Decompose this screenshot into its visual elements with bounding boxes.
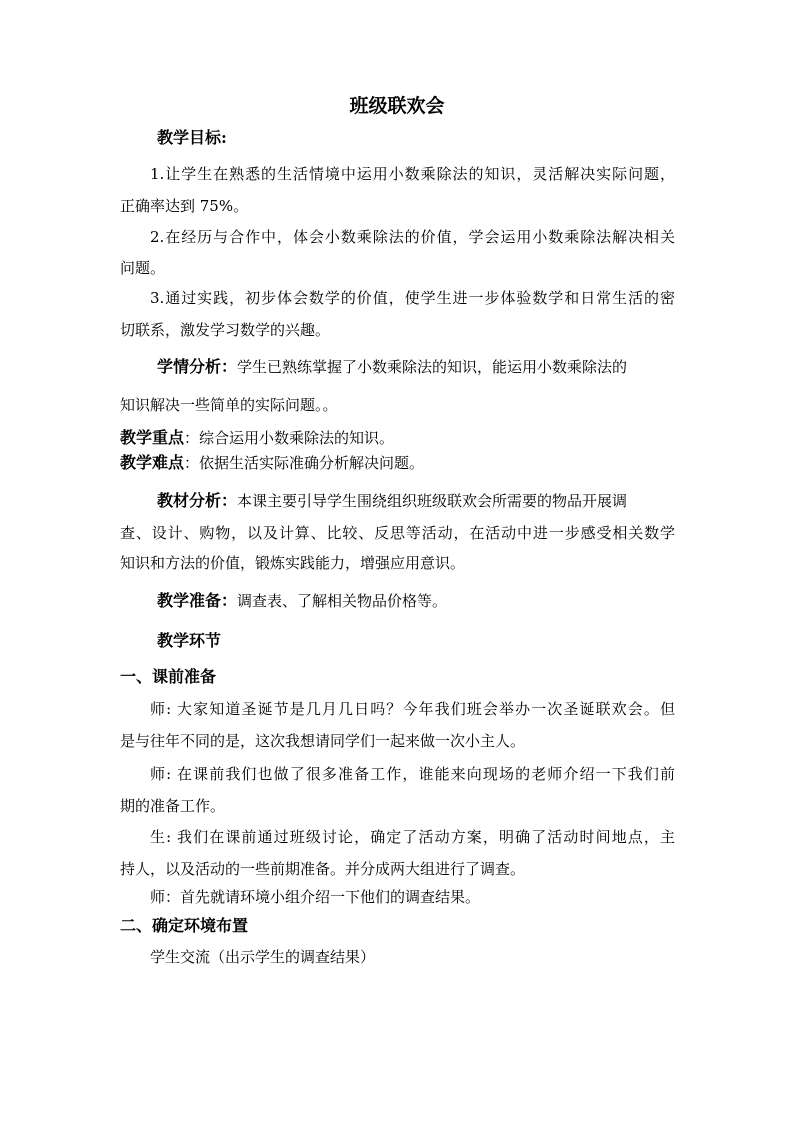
- preparation-line: [157, 590, 712, 612]
- key-point-line: [120, 427, 675, 449]
- steps-heading: 教学环节: [157, 631, 222, 650]
- analysis-text: 学生已熟练掌握了小数乘除法的知识，能运用小数乘除法的: [237, 358, 628, 376]
- section-1-p1-line-2: 是与往年不同的是，这次我想请同学们一起来做一次小主人。: [120, 732, 526, 750]
- difficulty-label: 教学难点: [120, 453, 185, 472]
- goal-2-line-2: 问题。: [120, 259, 166, 277]
- key-point-label: 教学重点: [120, 428, 185, 447]
- section-1-p2-line-1: 师: 在课前我们也做了很多准备工作，谁能来向现场的老师介绍一下我们前: [150, 765, 675, 783]
- preparation-text: 调查表、了解相关物品价格等。: [237, 592, 448, 610]
- material-label: 教材分析：: [157, 491, 238, 510]
- material-text: 本课主要引导学生围绕组织班级联欢会所需要的物品开展调: [237, 492, 628, 510]
- section-1-p3-line-2: 持人，以及活动的一些前期准备。并分成两大组进行了调查。: [120, 860, 526, 878]
- section-2-p1-line-1: 学生交流（出示学生的调查结果）: [150, 948, 376, 966]
- analysis-label: 学情分析：: [157, 357, 238, 376]
- section-1-p2-line-2: 期的准备工作。: [120, 797, 226, 815]
- goal-3-line-2: 切联系，激发学习数学的兴趣。: [120, 321, 331, 339]
- goal-1-line-1: 1.让学生在熟悉的生活情境中运用小数乘除法的知识，灵活解决实际问题，: [150, 165, 675, 183]
- analysis-line-2: 知识解决一些简单的实际问题。。: [120, 396, 338, 414]
- section-1-heading: 一、课前准备: [120, 667, 217, 686]
- section-2-heading: 二、确定环境布置: [120, 916, 249, 935]
- material-line-3: 知识和方法的价值，锻炼实践能力，增强应用意识。: [120, 554, 466, 572]
- analysis-paragraph-line-1: [157, 356, 712, 378]
- document-title: 班级联欢会: [349, 95, 445, 117]
- preparation-label: 教学准备：: [157, 591, 238, 610]
- goals-heading: 教学目标:: [157, 128, 227, 147]
- difficulty-text: ：依据生活实际准确分析解决问题。: [184, 454, 425, 472]
- material-line-1: [157, 490, 712, 512]
- difficulty-line: [120, 452, 675, 474]
- material-line-2: 查、设计、购物，以及计算、比较、反思等活动，在活动中进一步感受相关数学: [120, 524, 675, 542]
- section-1-p4-line-1: 师：首先就请环境小组介绍一下他们的调查结果。: [150, 888, 481, 906]
- key-point-text: ：综合运用小数乘除法的知识。: [184, 429, 395, 447]
- section-1-p1-line-1: 师: 大家知道圣诞节是几月几日吗？今年我们班会举办一次圣诞联欢会。但: [150, 700, 675, 718]
- goal-2-line-1: 2.在经历与合作中，体会小数乘除法的价值，学会运用小数乘除法解决相关: [150, 228, 675, 246]
- goal-3-line-1: 3.通过实践，初步体会数学的价值，使学生进一步体验数学和日常生活的密: [150, 289, 675, 307]
- goal-1-line-2: 正确率达到 75%。: [120, 197, 249, 215]
- section-1-p3-line-1: 生: 我们在课前通过班级讨论，确定了活动方案，明确了活动时间地点，主: [150, 828, 675, 846]
